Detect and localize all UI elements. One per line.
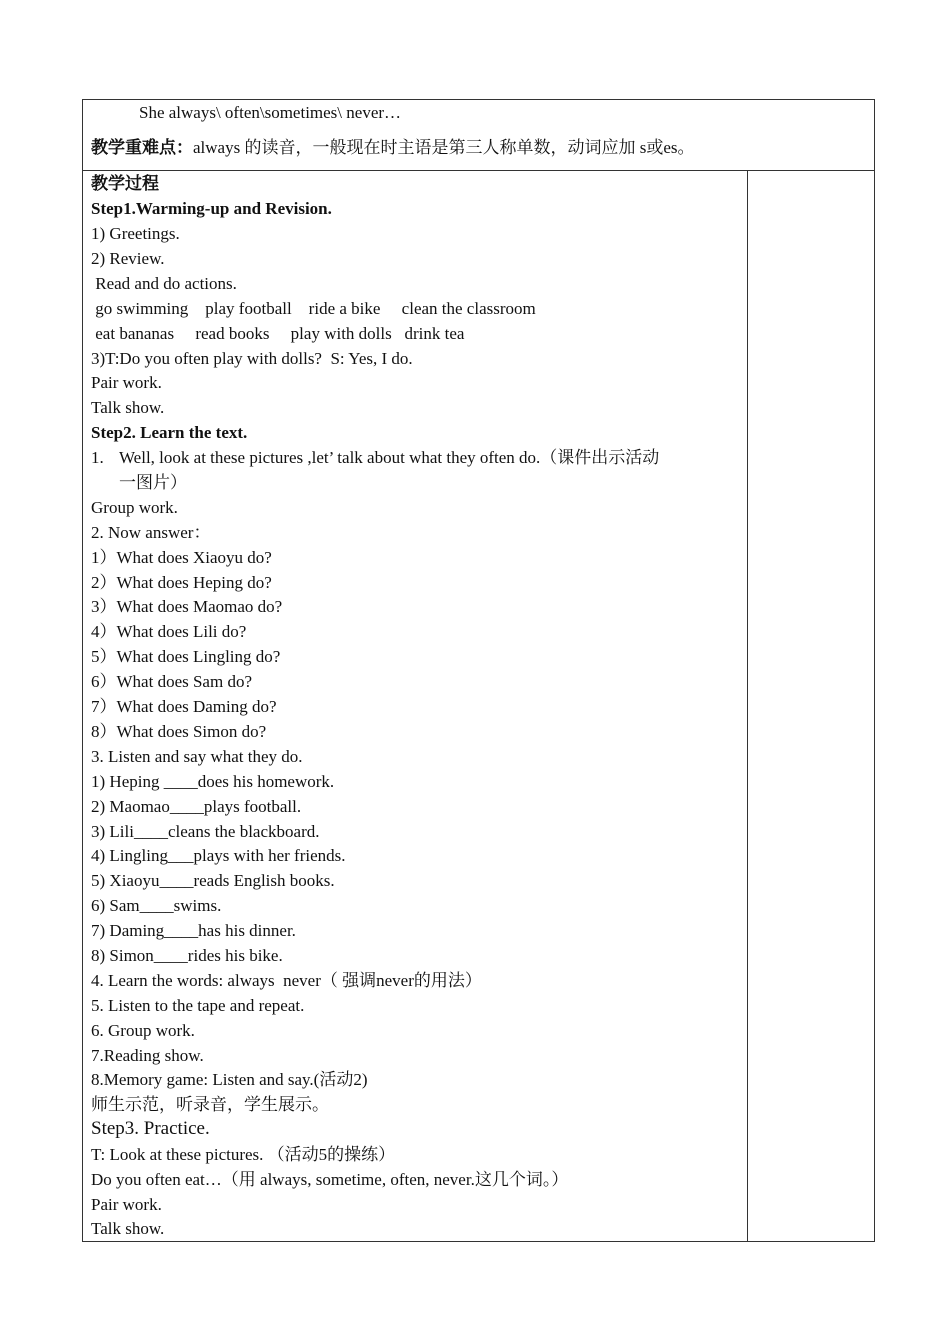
text-line: Talk show. <box>91 1219 165 1238</box>
column-divider <box>747 170 748 1242</box>
fill-blank-line: 6) Sam____swims. <box>91 896 222 915</box>
fill-blank-line: 3) Lili____cleans the blackboard. <box>91 822 320 841</box>
text-line: 1) Greetings. <box>91 224 180 243</box>
fill-blank-line: 7) Daming____has his dinner. <box>91 921 296 940</box>
text-line: 8.Memory game: Listen and say.(活动2) <box>91 1070 368 1089</box>
text-line: 3. Listen and say what they do. <box>91 747 303 766</box>
text-line: 5. Listen to the tape and repeat. <box>91 996 305 1015</box>
text-line: Read and do actions. <box>91 274 237 293</box>
text-line: eat bananas read books play with dolls drink tea <box>91 324 465 343</box>
text-line: 6. Group work. <box>91 1021 195 1040</box>
text-line: T: Look at these pictures. （活动5的操练） <box>91 1145 396 1164</box>
question-line: 8）What does Simon do? <box>91 722 267 741</box>
text-line: 7.Reading show. <box>91 1046 204 1065</box>
list-number: 1. <box>91 448 104 467</box>
key-difficulty-label: 教学重难点： <box>91 138 193 157</box>
question-line: 5）What does Lingling do? <box>91 647 281 666</box>
question-line: 4）What does Lili do? <box>91 622 247 641</box>
text-line: Do you often eat…（用 always, sometime, often, never.这几个词。） <box>91 1170 569 1189</box>
step3-heading: Step3. Practice. <box>91 1118 210 1139</box>
sentence-pattern: She always\ often\sometimes\ never… <box>139 103 402 122</box>
fill-blank-line: 5) Xiaoyu____reads English books. <box>91 871 335 890</box>
question-line: 6）What does Sam do? <box>91 672 252 691</box>
text-line: 师生示范，听录音，学生展示。 <box>91 1095 329 1114</box>
fill-blank-line: 8) Simon____rides his bike. <box>91 946 283 965</box>
step2-heading: Step2. Learn the text. <box>91 423 248 442</box>
fill-blank-line: 2) Maomao____plays football. <box>91 797 302 816</box>
text-line: Pair work. <box>91 373 162 392</box>
section-heading: 教学过程 <box>91 174 159 193</box>
text-line: 一图片） <box>119 473 187 492</box>
fill-blank-line: 1) Heping ____does his homework. <box>91 772 335 791</box>
question-line: 7）What does Daming do? <box>91 697 277 716</box>
text-line: Group work. <box>91 498 178 517</box>
text-line: 2) Review. <box>91 249 165 268</box>
key-difficulty-text: always 的读音，一般现在时主语是第三人称单数，动词应加 s或es。 <box>193 138 695 157</box>
question-line: 1）What does Xiaoyu do? <box>91 548 272 567</box>
question-line: 3）What does Maomao do? <box>91 597 283 616</box>
text-line: 3)T:Do you often play with dolls? S: Yes, I do. <box>91 349 413 368</box>
fill-blank-line: 4) Lingling___plays with her friends. <box>91 846 346 865</box>
text-line: Well, look at these pictures ,let’ talk about what they often do.（课件出示活动 <box>119 448 660 467</box>
text-line: 4. Learn the words: always never（ 强调never的用法） <box>91 971 482 990</box>
text-line: go swimming play football ride a bike clean the classroom <box>91 299 536 318</box>
step1-heading: Step1.Warming-up and Revision. <box>91 199 332 218</box>
key-difficulty <box>91 136 694 161</box>
question-line: 2）What does Heping do? <box>91 573 272 592</box>
text-line: Pair work. <box>91 1195 162 1214</box>
text-line: Talk show. <box>91 398 165 417</box>
text-line: 2. Now answer： <box>91 523 211 542</box>
